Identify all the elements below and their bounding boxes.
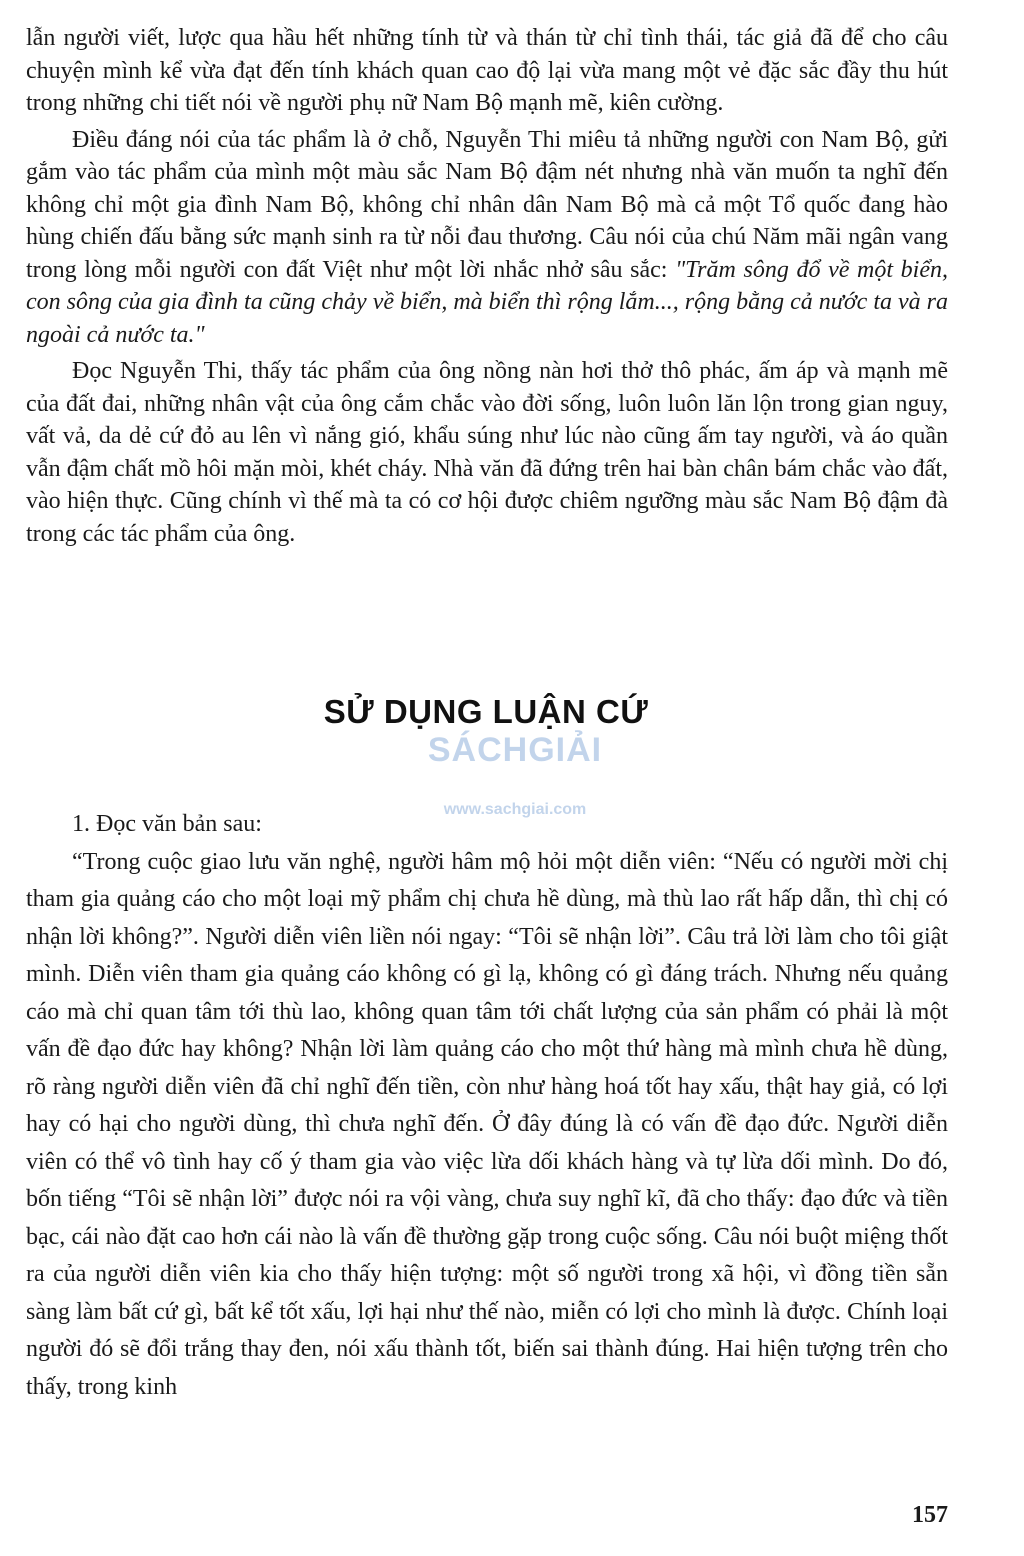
paragraph-reading-nguyen-thi: Đọc Nguyễn Thi, thấy tác phẩm của ông nồng nàn hơi thở thô phác, ấm áp và mạnh mẽ của đất đai, những nhân vật của ông cắm chắc vào đời sống, luôn luôn lăn lộn trong gian nguy, vất vả, da dẻ cứ đỏ au lên vì nắng gió, khẩu súng như lúc nào cũng ấm tay người, và áo quần vẫn đậm chất mồ hôi mặn mòi, khét cháy. Nhà văn đã đứng trên hai bàn chân bám chắc vào đất, vào hiện thực. Cũng chính vì thế mà ta có cơ hội được chiêm ngưỡng màu sắc Nam Bộ đậm đà trong các tác phẩm của ông. <box>26 358 948 547</box>
quoted-italic-text: "Trăm sông đổ về một biển, con sông của gia đình ta cũng chảy về biển, mà biển thì rộng lắm..., rộng bằng cả nước ta và ra ngoài cả nước ta." <box>26 256 948 348</box>
page-content-top <box>26 22 948 550</box>
paragraph-continuation: lẫn người viết, lược qua hầu hết những tính từ và thán từ chỉ tình thái, tác giả đã để cho câu chuyện mình kể vừa đạt đến tính khách quan cao độ lại vừa mang một vẻ đặc sắc đầy thu hút trong những chi tiết nói về người phụ nữ Nam Bộ mạnh mẽ, kiên cường. <box>26 25 948 116</box>
section-title: SỬ DỤNG LUẬN CỨ <box>323 693 649 730</box>
page-number: 157 <box>912 1502 948 1528</box>
exercise-heading: 1. Đọc văn bản sau: <box>72 811 262 837</box>
exercise-text: “Trong cuộc giao lưu văn nghệ, người hâm mộ hỏi một diễn viên: “Nếu có người mời chị tham gia quảng cáo cho một loại mỹ phẩm chị chưa hề dùng, mà thù lao rất hấp dẫn, thì chị có nhận lời không?”. Người diễn viên liền nói ngay: “Tôi sẽ nhận lời”. Câu trả lời làm cho tôi giật mình. Diễn viên tham gia quảng cáo không có gì lạ, không có gì đáng trách. Nhưng nếu quảng cáo mà chỉ quan tâm tới thù lao, không quan tâm tới chất lượng của sản phẩm có phải là một vấn đề đạo đức hay không? Nhận lời làm quảng cáo cho một thứ hàng mà mình chưa hề dùng, rõ ràng người diễn viên đã chỉ nghĩ đến tiền, còn như hàng hoá tốt hay xấu, thật hay giả, có lợi hay có hại cho người dùng, thì chưa nghĩ đến. Ở đây đúng là có vấn đề đạo đức. Người diễn viên có thể vô tình hay cố ý tham gia vào việc lừa dối khách hàng và tự lừa dối mình. Do đó, bốn tiếng “Tôi sẽ nhận lời” được nói ra vội vàng, chưa suy nghĩ kĩ, đã cho thấy: đạo đức và tiền bạc, cái nào đặt cao hơn cái nào là vấn đề thường gặp trong cuộc sống. Câu nói buột miệng thốt ra của người diễn viên kia cho thấy hiện tượng: một số người trong xã hội, vì đồng tiền sẵn sàng làm bất cứ gì, bất kể tốt xấu, lợi hại như thế nào, miễn có lợi cho mình là được. Chính loại người đó sẽ đổi trắng thay đen, nói xấu thành tốt, biến sai thành đúng. Hai hiện tượng trên cho thấy, trong kinh <box>26 848 948 1400</box>
watermark-url: www.sachgiai.com <box>443 801 587 818</box>
paragraph-nguyen-thi-nam-bo <box>26 124 948 352</box>
paragraph-text: Điều đáng nói của tác phẩm là ở chỗ, Nguyễn Thi miêu tả những người con Nam Bộ, gửi gắm vào tác phẩm của mình một màu sắc Nam Bộ đậm nét nhưng nhà văn muốn ta nghĩ đến không chỉ một gia đình Nam Bộ, không chỉ nhân dân Nam Bộ mà cả một Tổ quốc đang hào hùng chiến đấu bằng sức mạnh sinh ra từ nỗi đau thương. Câu nói của chú Năm mãi ngân vang trong lòng mỗi người con đất Việt như một lời nhắc nhở sâu sắc: <box>26 126 948 283</box>
exercise-block <box>26 806 948 1406</box>
watermark-logo: SÁCHGIẢI <box>427 731 603 769</box>
